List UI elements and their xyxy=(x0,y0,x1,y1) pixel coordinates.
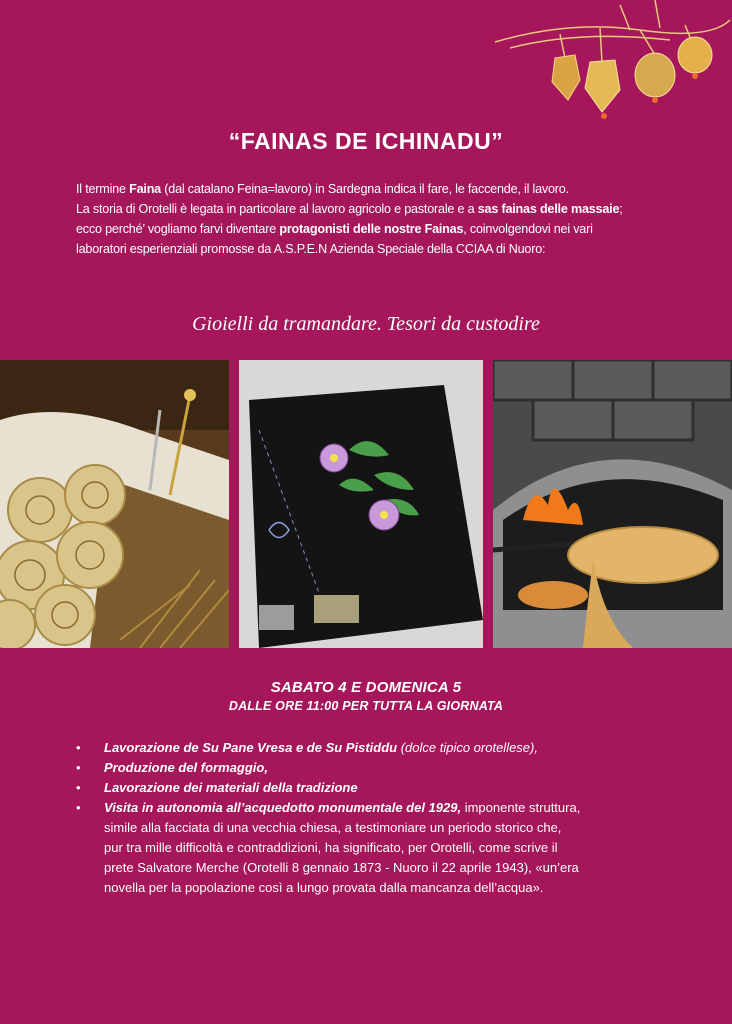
list-item: • Lavorazione dei materiali della tradizione xyxy=(76,778,656,798)
list-item: • Lavorazione de Su Pane Vresa e de Su Pistiddu (dolce tipico orotellese), xyxy=(76,738,656,758)
event-days: SABATO 4 E DOMENICA 5 xyxy=(270,679,462,696)
intro-paragraph: Il termine Faina (dal catalano Feina=lavoro) in Sardegna indica il fare, le faccende, il lavoro. La storia di Orotelli è legata in particolare al lavoro agricolo e pastorale e a sas fainas delle massaie; ecco perché’ vogliamo farvi diventare protagonisti delle nostre Fainas, coinvolgendovi nei vari laboratori esperienziali promosse da A.S.P.E.N Azienda Speciale della CCIAA di Nuoro: xyxy=(76,182,623,256)
oven-photo xyxy=(493,360,732,648)
activity-list xyxy=(76,738,656,898)
list-item: • Produzione del formaggio, xyxy=(76,758,656,778)
hanging-lanterns-ornament xyxy=(490,0,732,125)
subtitle: Gioielli da tramandare. Tesori da custodire xyxy=(192,313,540,335)
event-hours: DALLE ORE 11:00 PER TUTTA LA GIORNATA xyxy=(228,699,504,713)
page-title: “FAINAS DE ICHINADU” xyxy=(228,128,504,154)
list-item: • Visita in autonomia all’acquedotto monumentale del 1929, imponente struttura, simile alla facciata di una vecchia chiesa, a testimoniare un periodo storico che, pur tra mille difficoltà e contraddizioni, ha significato, per Orotelli, come scrive il prete Salvatore Merche (Orotelli 8 gennaio 1873 - Nuoro il 22 aprile 1943), «un’era novella per la popolazione così a lungo provata dalla mancanza dell’acqua». xyxy=(76,798,656,898)
embroidery-photo xyxy=(239,360,483,648)
event-dates xyxy=(0,679,732,713)
bread-photo xyxy=(0,360,229,648)
